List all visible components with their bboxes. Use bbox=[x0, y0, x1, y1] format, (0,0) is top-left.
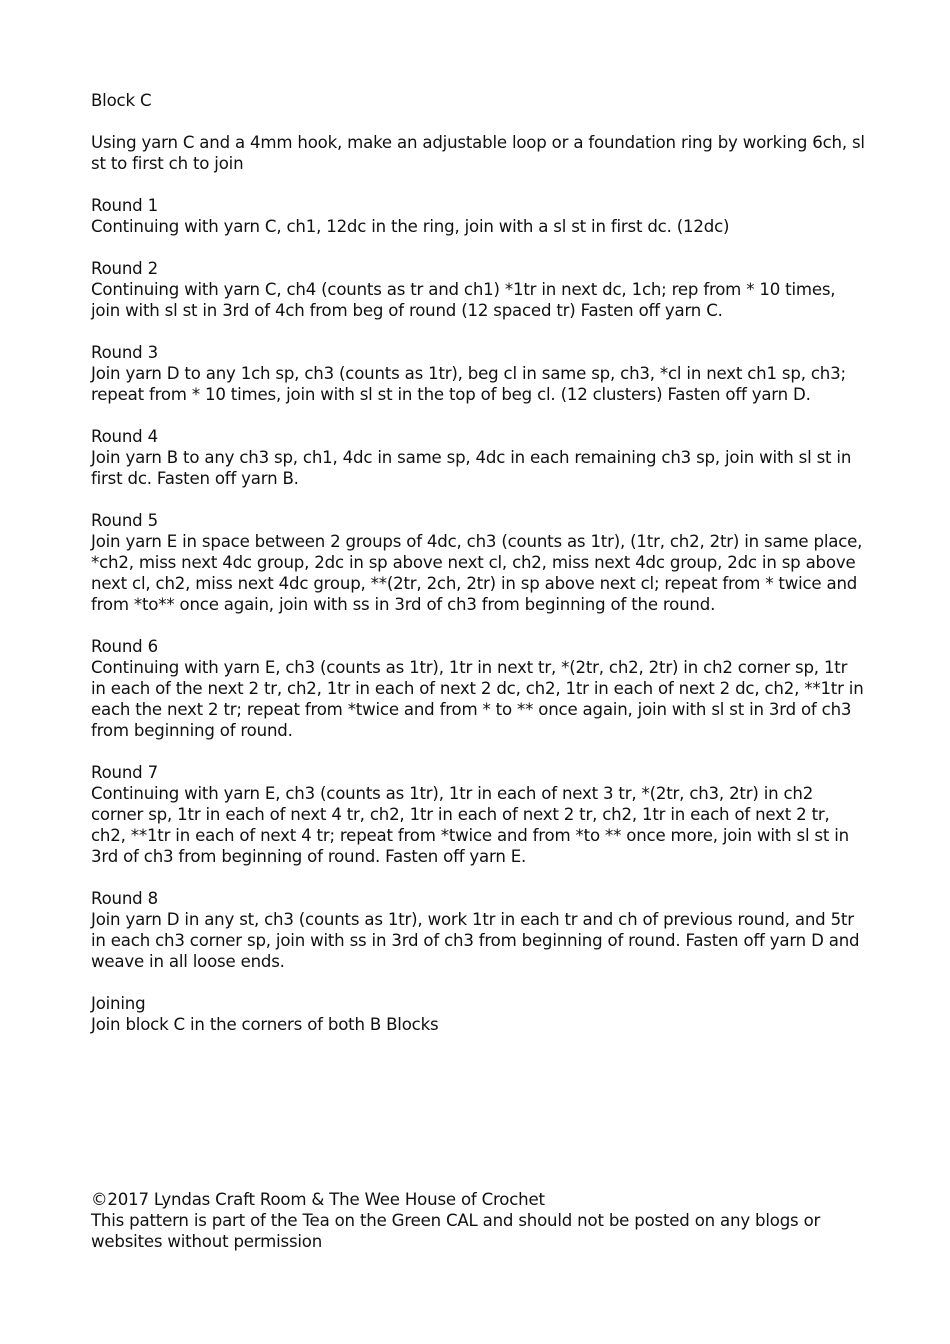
intro-paragraph: Using yarn C and a 4mm hook, make an adjustable loop or a foundation ring by working 6ch, sl st to first ch to join bbox=[91, 133, 865, 173]
permission-notice: This pattern is part of the Tea on the Green CAL and should not be posted on any blogs or websites without permission bbox=[91, 1211, 821, 1251]
section-heading: Round 5 bbox=[91, 511, 158, 530]
section-heading: Round 6 bbox=[91, 637, 158, 656]
page-title: Block C bbox=[91, 91, 152, 110]
section-heading: Round 2 bbox=[91, 259, 158, 278]
section-heading: Round 1 bbox=[91, 196, 158, 215]
round-1-section bbox=[91, 195, 866, 237]
round-6-section bbox=[91, 636, 866, 741]
page-footer bbox=[91, 1189, 871, 1252]
section-heading: Round 4 bbox=[91, 427, 158, 446]
pattern-page bbox=[91, 90, 866, 1056]
section-heading: Joining bbox=[91, 994, 146, 1013]
section-text: Join yarn D to any 1ch sp, ch3 (counts as 1tr), beg cl in same sp, ch3, *cl in next ch1 sp, ch3; repeat from * 10 times, join with sl st in the top of beg cl. (12 clusters) Fasten off yarn D. bbox=[91, 364, 846, 404]
section-heading: Round 8 bbox=[91, 889, 158, 908]
section-text: Continuing with yarn E, ch3 (counts as 1tr), 1tr in next tr, *(2tr, ch2, 2tr) in ch2 corner sp, 1tr in each of the next 2 tr, ch2, 1tr in each of next 2 dc, ch2, 1tr in each of next 2 dc, ch2, **1tr in each the next 2 tr; repeat from *twice and from * to ** once again, join with sl st in 3rd of ch3 from beginning of round. bbox=[91, 658, 864, 740]
copyright-text: ©2017 Lyndas Craft Room & The Wee House of Crochet bbox=[91, 1190, 545, 1209]
section-text: Join yarn E in space between 2 groups of 4dc, ch3 (counts as 1tr), (1tr, ch2, 2tr) in same place, *ch2, miss next 4dc group, 2dc in sp above next cl, ch2, miss next 4dc group, 2dc in sp above next cl, ch2, miss next 4dc group, **(2tr, 2ch, 2tr) in sp above next cl; repeat from * twice and from *to** once again, join with ss in 3rd of ch3 from beginning of the round. bbox=[91, 532, 863, 614]
round-5-section bbox=[91, 510, 866, 615]
round-2-section bbox=[91, 258, 866, 321]
section-text: Continuing with yarn E, ch3 (counts as 1tr), 1tr in each of next 3 tr, *(2tr, ch3, 2tr) in ch2 corner sp, 1tr in each of next 4 tr, ch2, 1tr in each of next 2 tr, ch2, 1tr in each of next 2 tr, ch2, **1tr in each of next 4 tr; repeat from *twice and from *to ** once more, join with sl st in 3rd of ch3 from beginning of round. Fasten off yarn E. bbox=[91, 784, 849, 866]
round-7-section bbox=[91, 762, 866, 867]
round-4-section bbox=[91, 426, 866, 489]
section-text: Continuing with yarn C, ch1, 12dc in the ring, join with a sl st in first dc. (12dc) bbox=[91, 217, 730, 236]
section-text: Join yarn D in any st, ch3 (counts as 1tr), work 1tr in each tr and ch of previous round, and 5tr in each ch3 corner sp, join with ss in 3rd of ch3 from beginning of round. Fasten off yarn D and weave in all loose ends. bbox=[91, 910, 860, 971]
round-3-section bbox=[91, 342, 866, 405]
joining-section bbox=[91, 993, 866, 1035]
section-heading: Round 7 bbox=[91, 763, 158, 782]
section-text: Continuing with yarn C, ch4 (counts as tr and ch1) *1tr in next dc, 1ch; rep from * 10 times, join with sl st in 3rd of 4ch from beg of round (12 spaced tr) Fasten off yarn C. bbox=[91, 280, 836, 320]
section-text: Join yarn B to any ch3 sp, ch1, 4dc in same sp, 4dc in each remaining ch3 sp, join with sl st in first dc. Fasten off yarn B. bbox=[91, 448, 852, 488]
section-text: Join block C in the corners of both B Blocks bbox=[91, 1015, 439, 1034]
section-heading: Round 3 bbox=[91, 343, 158, 362]
round-8-section bbox=[91, 888, 866, 972]
